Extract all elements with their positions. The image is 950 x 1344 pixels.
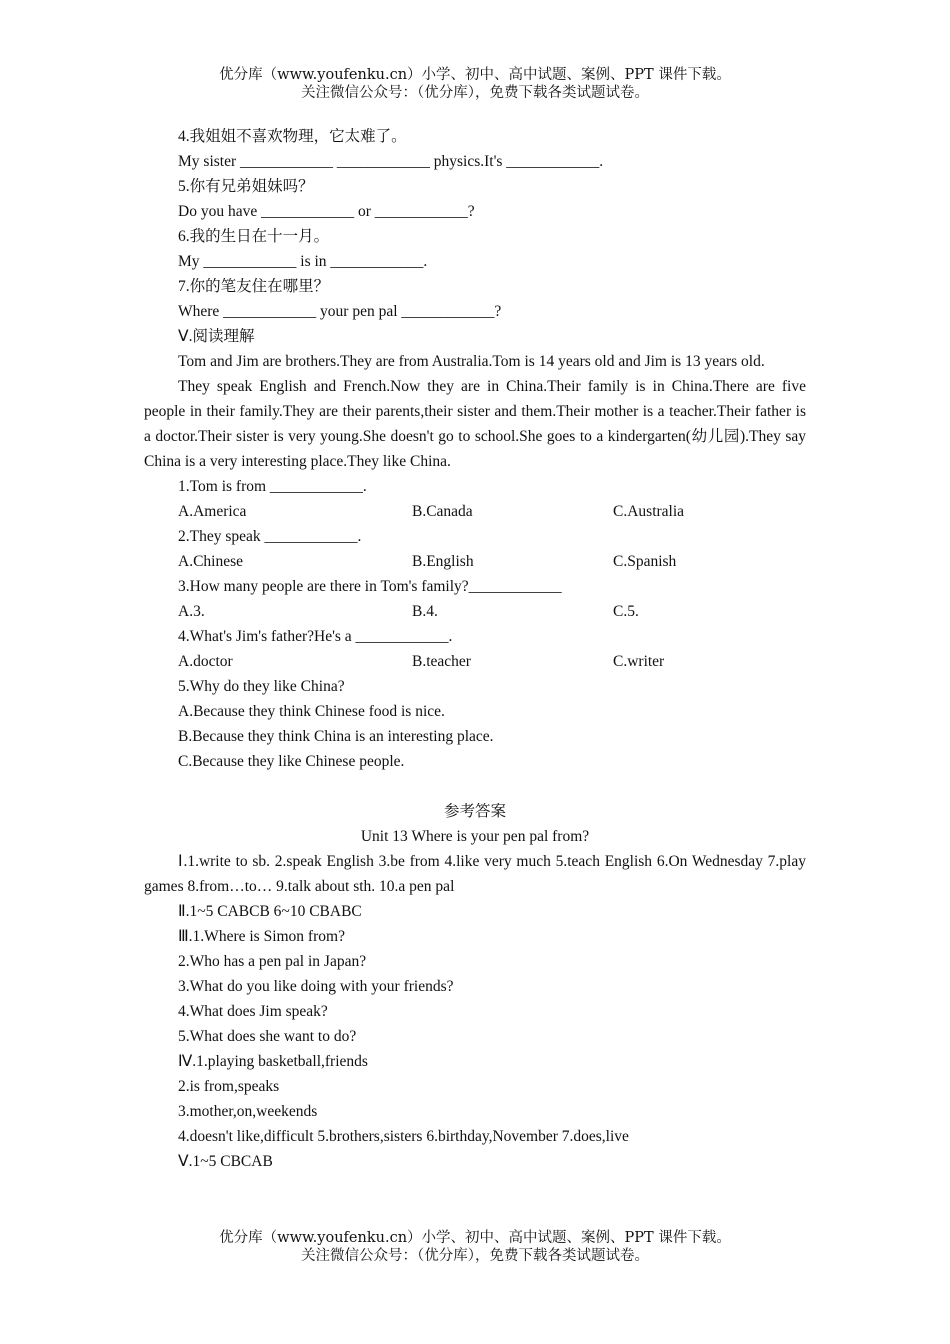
translation-5-zh: 5.你有兄弟姐妹吗？ — [178, 178, 314, 195]
option-c: C.5. — [613, 603, 639, 620]
answers-part-1: Ⅰ.1.write to sb. 2.speak English 3.be from 4.like very much 5.teach English 6.On Wednesday 7.play games 8.from…to… 9.talk about sth. 10.a pen pal — [144, 853, 806, 895]
question-4-options — [144, 649, 806, 674]
option-a: A.3. — [178, 603, 205, 620]
question-2-options — [144, 549, 806, 574]
answers-part-2: Ⅱ.1~5 CABCB 6~10 CBABC — [178, 903, 362, 920]
translation-4-en: My sister ____________ ____________ physics.It's ____________. — [178, 153, 604, 170]
option-b: B.Canada — [412, 503, 473, 520]
answers-part-3-line-1: Ⅲ.1.Where is Simon from? — [178, 928, 345, 945]
question-5-option-a: A.Because they think Chinese food is nice. — [178, 703, 445, 720]
answers-title: 参考答案 — [443, 803, 506, 820]
translation-7-en: Where ____________ your pen pal ____________? — [178, 303, 502, 320]
page-header — [0, 66, 950, 102]
option-b: B.teacher — [412, 653, 471, 670]
question-3: 3.How many people are there in Tom's family?____________ — [178, 578, 562, 595]
header-line-2: 关注微信公众号：（优分库），免费下载各类试题试卷。 — [301, 85, 649, 101]
question-2: 2.They speak ____________. — [178, 528, 362, 545]
translation-6-zh: 6.我的生日在十一月。 — [178, 228, 330, 245]
option-c: C.Spanish — [613, 553, 677, 570]
option-a: A.America — [178, 503, 247, 520]
question-3-options — [144, 599, 806, 624]
option-b: B.English — [412, 553, 474, 570]
header-line-1: 优分库（www.youfenku.cn）小学、初中、高中试题、案例、PPT 课件下载。 — [219, 67, 731, 83]
answers-part-4-line-3: 3.mother,on,weekends — [178, 1103, 318, 1120]
question-5-option-c: C.Because they like Chinese people. — [178, 753, 405, 770]
translation-5-en: Do you have ____________ or ____________? — [178, 203, 475, 220]
question-1: 1.Tom is from ____________. — [178, 478, 367, 495]
option-c: C.Australia — [613, 503, 685, 520]
answers-subtitle: Unit 13 Where is your pen pal from? — [360, 828, 590, 845]
translation-7-zh: 7.你的笔友住在哪里？ — [178, 278, 330, 295]
reading-paragraph-1: Tom and Jim are brothers.They are from Australia.Tom is 14 years old and Jim is 13 years old. — [178, 353, 765, 370]
answers-part-3-line-4: 4.What does Jim speak? — [178, 1003, 328, 1020]
answers-part-4-line-2: 2.is from,speaks — [178, 1078, 280, 1095]
answers-part-3-line-5: 5.What does she want to do? — [178, 1028, 357, 1045]
answers-part-4-line-4: 4.doesn't like,difficult 5.brothers,sisters 6.birthday,November 7.does,live — [178, 1128, 629, 1145]
option-b: B.4. — [412, 603, 438, 620]
option-a: A.doctor — [178, 653, 233, 670]
question-1-options — [144, 499, 806, 524]
footer-line-1: 优分库（www.youfenku.cn）小学、初中、高中试题、案例、PPT 课件下载。 — [219, 1230, 731, 1246]
translation-4-zh: 4.我姐姐不喜欢物理，它太难了。 — [178, 128, 407, 145]
answers-part-3-line-3: 3.What do you like doing with your friends? — [178, 978, 454, 995]
reading-title: Ⅴ.阅读理解 — [178, 328, 255, 345]
question-5-option-b: B.Because they think China is an interesting place. — [178, 728, 494, 745]
spacer — [144, 774, 806, 799]
footer-line-2: 关注微信公众号：（优分库），免费下载各类试题试卷。 — [301, 1248, 649, 1264]
answers-part-3-line-2: 2.Who has a pen pal in Japan? — [178, 953, 367, 970]
answers-part-5: Ⅴ.1~5 CBCAB — [178, 1153, 273, 1170]
answers-part-4-line-1: Ⅳ.1.playing basketball,friends — [178, 1053, 368, 1070]
question-5: 5.Why do they like China? — [178, 678, 345, 695]
translation-6-en: My ____________ is in ____________. — [178, 253, 428, 270]
reading-paragraph-2: They speak English and French.Now they are in China.Their family is in China.There are five people in their family.They are their parents,their sister and them.Their mother is a teacher.Their father is a doctor.Their sister is very young.She doesn't go to school.She goes to a kindergarten(幼儿园).They say China is a very interesting place.They like China. — [144, 378, 806, 470]
option-a: A.Chinese — [178, 553, 244, 570]
document-body — [144, 124, 806, 1174]
question-4: 4.What's Jim's father?He's a ____________. — [178, 628, 453, 645]
option-c: C.writer — [613, 653, 665, 670]
page-footer — [0, 1229, 950, 1265]
